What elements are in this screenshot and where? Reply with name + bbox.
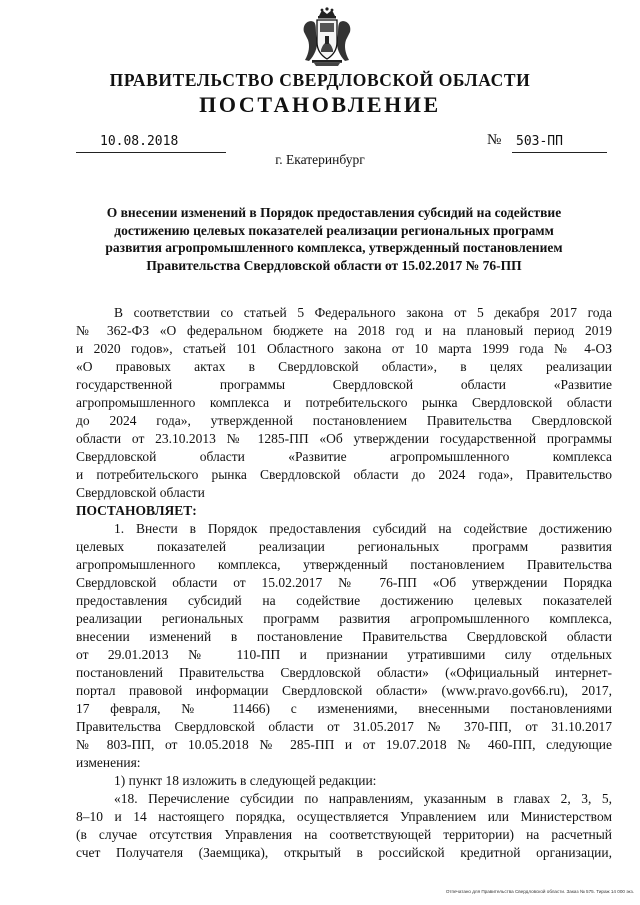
- document-type: ПОСТАНОВЛЕНИЕ: [199, 92, 441, 117]
- body-line: Свердловской области: [76, 485, 205, 500]
- body-line: изменения:: [76, 755, 141, 770]
- body-line: «О правовых актах в Свердловской области», в целях реализации: [76, 359, 612, 374]
- body-line: портал правовой информации Свердловской области» (www.pravo.gov66.ru), 2017,: [76, 683, 612, 698]
- document-body: [76, 304, 612, 862]
- body-line: агропромышленного комплекса, утвержденный постановлением Правительства: [76, 557, 612, 572]
- document-number: 503-ПП: [516, 134, 563, 149]
- body-line: 8–10 и 14 настоящего порядка, осуществляется Управлением или Министерством: [76, 809, 612, 824]
- body-line: государственной программы Свердловской области «Развитие: [76, 377, 612, 392]
- body-line: реализации региональных программ развития агропромышленного комплекса,: [76, 611, 612, 626]
- government-title: ПРАВИТЕЛЬСТВО СВЕРДЛОВСКОЙ ОБЛАСТИ: [109, 70, 531, 90]
- body-line: постановлений Правительства Свердловской области» («Официальный интернет-: [76, 665, 612, 680]
- body-line: Свердловской области от 15.02.2017 № 76-ПП «Об утверждении Порядка: [76, 575, 612, 590]
- body-line: «18. Перечисление субсидии по направлениям, указанным в главах 2, 3, 5,: [114, 791, 612, 806]
- body-line: и потребительского рынка Свердловской области до 2024 года», Правительство: [76, 467, 612, 482]
- heading-line: развития агропромышленного комплекса, утвержденный постановлением: [105, 240, 563, 255]
- number-field: [512, 133, 607, 153]
- heading-line: Правительства Свердловской области от 15.02.2017 № 76-ПП: [146, 257, 522, 273]
- body-line: ПОСТАНОВЛЯЕТ:: [76, 503, 197, 518]
- document-date: 10.08.2018: [100, 134, 179, 149]
- body-line: 1. Внести в Порядок предоставления субсидий на содействие достижению: [114, 521, 612, 536]
- body-line: от 29.01.2013 № 110-ПП и признании утратившими силу отдельных: [76, 647, 612, 662]
- body-line: целевых показателей реализации региональных программ развития: [76, 539, 612, 554]
- city: г. Екатеринбург: [275, 152, 365, 167]
- body-line: до 2024 года», утвержденной постановлением Правительства Свердловской: [76, 413, 612, 428]
- number-label: №: [487, 132, 502, 148]
- body-line: В соответствии со статьей 5 Федерального закона от 5 декабря 2017 года: [114, 305, 612, 320]
- date-field: [76, 133, 226, 153]
- body-line: внесении изменений в постановление Правительства Свердловской области: [76, 629, 612, 644]
- body-line: 17 февраля, № 11466) с изменениями, внесенными постановлениями: [76, 701, 612, 716]
- body-line: (в случае отсутствия Управления на соответствующей территории) на расчетный: [76, 827, 612, 842]
- body-line: счет Получателя (Заемщика), открытый в российской кредитной организации,: [76, 845, 612, 860]
- print-footer: Отпечатано для Правительства Свердловской области. Заказ № 575. Тираж 14 000 экз.: [445, 889, 634, 894]
- body-line: Свердловской области «Развитие агропромышленного комплекса: [76, 449, 612, 464]
- body-line: и 2020 годов», статьей 101 Областного закона от 10 марта 1999 года № 4-ОЗ: [76, 341, 612, 356]
- body-line: № 803-ПП, от 10.05.2018 № 285-ПП и от 19.07.2018 № 460-ПП, следующие: [76, 737, 612, 752]
- body-line: № 362-ФЗ «О федеральном бюджете на 2018 год и на плановый период 2019: [76, 323, 612, 338]
- body-line: области от 23.10.2013 № 1285-ПП «Об утверждении государственной программы: [76, 431, 612, 446]
- body-line: Правительства Свердловской области от 31.05.2017 № 370-ПП, от 31.10.2017: [76, 719, 612, 734]
- heading-line: О внесении изменений в Порядок предоставления субсидий на содействие: [106, 205, 562, 220]
- coat-of-arms-emblem: [300, 6, 354, 68]
- heading-line: достижению целевых показателей реализации региональных программ: [114, 222, 554, 238]
- body-line: 1) пункт 18 изложить в следующей редакции:: [114, 773, 377, 788]
- document-heading: [80, 204, 588, 274]
- body-line: агропромышленного комплекса и потребительского рынка Свердловской области: [76, 395, 612, 410]
- body-line: предоставления субсидий на содействие достижению целевых показателей: [76, 593, 612, 608]
